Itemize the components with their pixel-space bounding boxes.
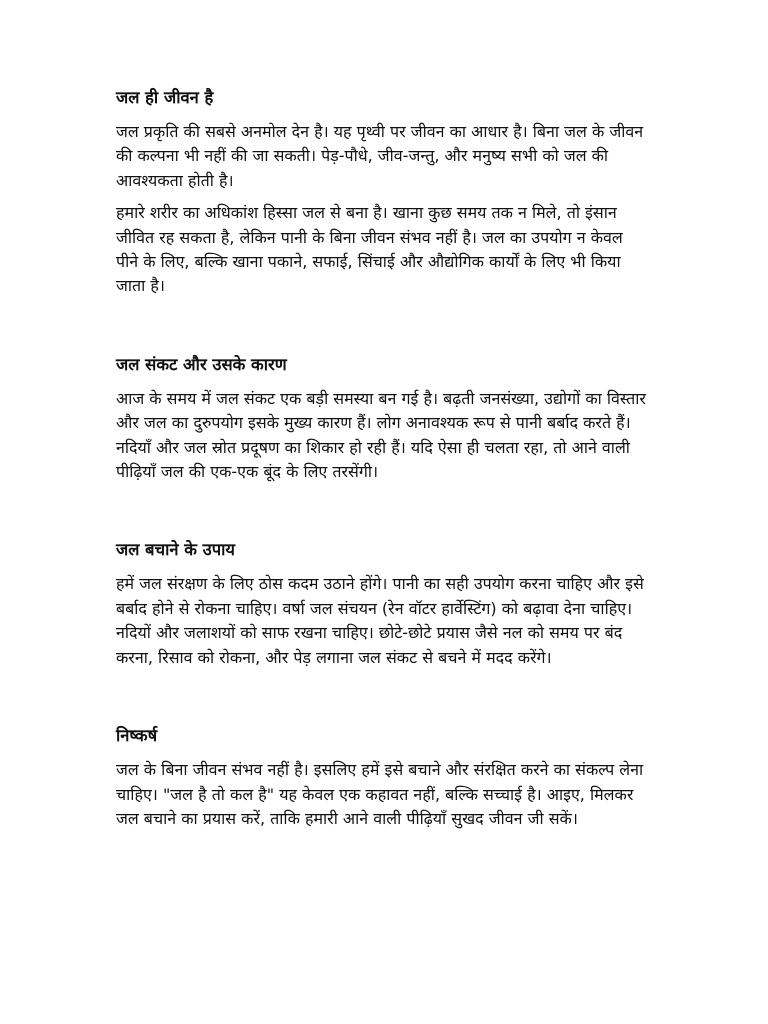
- paragraph: हमें जल संरक्षण के लिए ठोस कदम उठाने होंगे। पानी का सही उपयोग करना चाहिए और इसे बर्बाद होने से रोकना चाहिए। वर्षा जल संचयन (रेन वॉटर हार्वेस्टिंग) को बढ़ावा देना चाहिए। नदियों और जलाशयों को साफ रखना चाहिए। छोटे-छोटे प्रयास जैसे नल को समय पर बंद करना, रिसाव को रोकना, और पेड़ लगाना जल संकट से बचने में मदद करेंगे।: [116, 574, 644, 667]
- section-water-is-life: [116, 86, 646, 299]
- paragraph: आज के समय में जल संकट एक बड़ी समस्या बन गई है। बढ़ती जनसंख्या, उद्योगों का विस्तार और जल का दुरुपयोग इसके मुख्य कारण हैं। लोग अनावश्यक रूप से पानी बर्बाद करते हैं। नदियाँ और जल स्रोत प्रदूषण का शिकार हो रही हैं। यदि ऐसा ही चलता रहा, तो आने वाली पीढ़ियाँ जल की एक-एक बूंद के लिए तरसेंगी।: [116, 388, 646, 482]
- paragraph: जल के बिना जीवन संभव नहीं है। इसलिए हमें इसे बचाने और संरक्षित करने का संकल्प लेना चाहिए। "जल है तो कल है" यह केवल एक कहावत नहीं, बल्कि सच्चाई है। आइए, मिलकर जल बचाने का प्रयास करें, ताकि हमारी आने वाली पीढ़ियाँ सुखद जीवन जी सकें।: [116, 760, 644, 828]
- section-heading: जल बचाने के उपाय: [116, 540, 235, 560]
- section-water-saving-measures: [116, 538, 646, 670]
- document-page: [116, 86, 646, 831]
- section-water-crisis: [116, 353, 646, 485]
- section-heading: जल संकट और उसके कारण: [116, 354, 287, 374]
- section-heading: निष्कर्ष: [116, 726, 158, 746]
- section-conclusion: [116, 724, 646, 831]
- paragraph: हमारे शरीर का अधिकांश हिस्सा जल से बना है। खाना कुछ समय तक न मिले, तो इंसान जीवित रह सकता है, लेकिन पानी के बिना जीवन संभव नहीं है। जल का उपयोग न केवल पीने के लिए, बल्कि खाना पकाने, सफाई, सिंचाई और औद्योगिक कार्यों के लिए भी किया जाता है।: [116, 203, 623, 296]
- paragraph: जल प्रकृति की सबसे अनमोल देन है। यह पृथ्वी पर जीवन का आधार है। बिना जल के जीवन की कल्पना भी नहीं की जा सकती। पेड़-पौधे, जीव-जन्तु, और मनुष्य सभी को जल की आवश्यकता होती है।: [116, 122, 644, 190]
- section-heading: जल ही जीवन है: [116, 88, 214, 107]
